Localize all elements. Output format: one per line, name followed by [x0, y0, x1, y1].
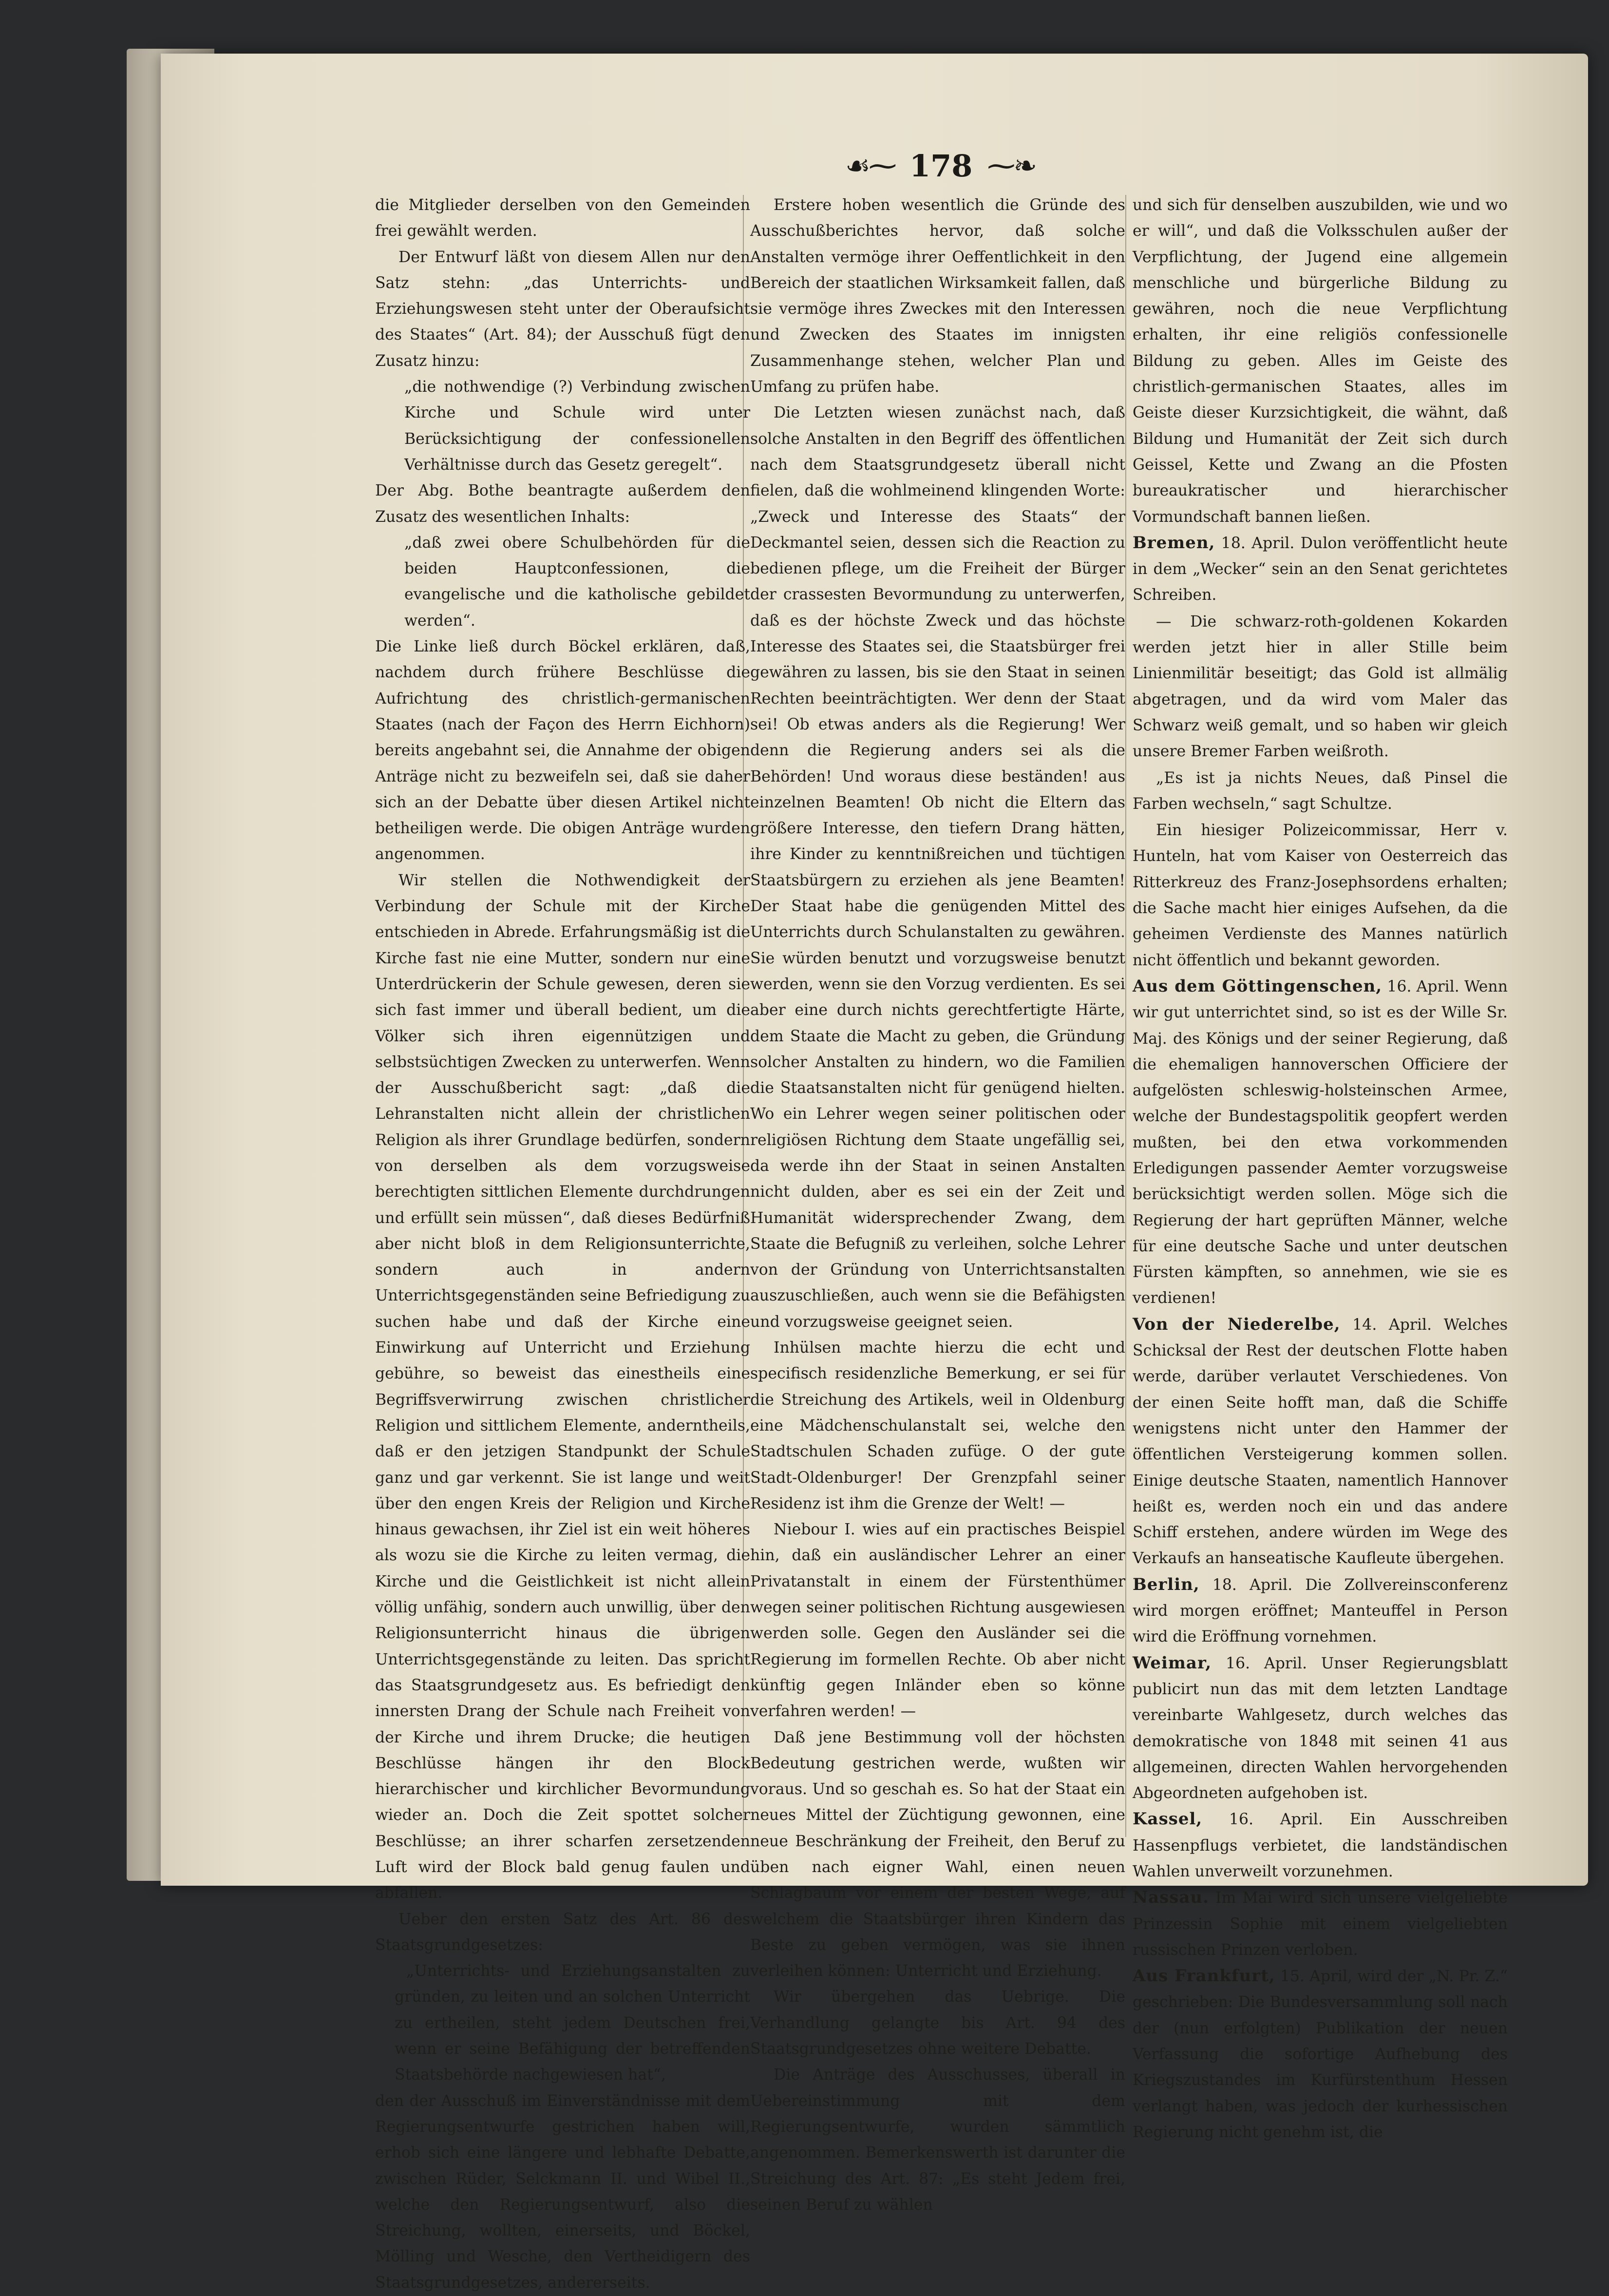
news-text: Ein hiesiger Polizeicommissar, Herr v. Hunteln, hat vom Kaiser von Oesterreich das Ritterkreuz des Franz-Josephsordens erhalten; die Sache macht hier einiges Aufsehen, da die geheimen Verdienste des Mannes natürlich nicht öffentlich und bekannt geworden.: [1133, 822, 1508, 969]
paragraph: Inhülsen machte hierzu die echt und speciﬁsch residenzliche Bemerkung, er sei für die Streichung des Artikels, weil in Oldenburg eine Mädchenschulanstalt sei, welche den Stadtschulen Schaden zufüge. O der gute Stadt-Oldenburger! Der Grenzpfahl seiner Residenz ist ihm die Grenze der Welt! —: [750, 1339, 1125, 1512]
news-text: 16. April. Ein Ausschreiben Hassenpflugs verbietet, die landständischen Wahlen unverweilt vorzunehmen.: [1133, 1811, 1508, 1880]
news-item: [1133, 1963, 1508, 2145]
paragraph: und sich für denselben auszubilden, wie und wo er will“, und daß die Volksschulen außer der Verpflichtung, der Jugend eine allgemein menschliche und bürgerliche Bildung zu gewähren, noch die neue Verpflichtung erhalten, ihr eine religiös confessionelle Bildung zu geben. Alles im Geiste des christlich-germanischen Staates, alles im Geiste dieser Kurzsichtigkeit, die wähnt, daß Bildung und Humanität der Zeit sich durch Geissel, Kette und Zwang an die Pfosten bureaukratischer und hierarchischer Vormundschaft bannen ließen.: [1133, 196, 1508, 526]
paragraph: Die Letzten wiesen zunächst nach, daß solche Anstalten in den Begriff des öffentlichen nach dem Staatsgrundgesetz überall nicht fielen, daß die wohlmeinend klingenden Worte: „Zweck und Interesse des Staats“ der Deckmantel seien, dessen sich die Reaction zu bedienen pflege, um die Freiheit der Bürger der crassesten Bevormundung zu unterwerfen, daß es der höchste Zweck und das höchste Interesse des Staates sei, die Staatsbürger frei gewähren zu lassen, bis sie den Staat in seinen Rechten beeinträchtigten. Wer denn der Staat sei! Ob etwas anders als die Regierung! Wer denn die Regierung anders sei als die Behörden! Und woraus diese beständen! aus einzelnen Beamten! Ob nicht die Eltern das größere Interesse, den tiefern Drang hätten, ihre Kinder zu kenntnißreichen und tüchtigen Staatsbürgern zu erziehen als jene Beamten! Der Staat habe die genügenden Mittel des Unterrichts durch Schulanstalten zu gewähren. Sie würden benutzt und vorzugsweise benutzt werden, wenn sie den Vorzug verdienten. Es sei aber eine durch nichts gerechtfertigte Härte, dem Staate die Macht zu geben, die Gründung solcher Anstalten zu hindern, wo die Familien die Staatsanstalten nicht für genügend hielten. Wo ein Lehrer wegen seiner politischen oder religiösen Richtung dem Staate ungefällig sei, da werde ihn der Staat in seinen Anstalten nicht dulden, aber es sei ein der Zeit und Humanität widersprechender Zwang, dem Staate die Befugniß zu verleihen, solche Lehrer von der Gründung von Unterrichtsanstalten auszuschließen, auch wenn sie die Befähigsten und vorzugsweise geeignet seien.: [750, 404, 1125, 1331]
news-text: 14. April. Welches Schicksal der Rest der deutschen Flotte haben werde, darüber verlautet Verschiedenes. Von der einen Seite hofft man, daß die Schiffe wenigstens nicht unter den Hammer der öffentlichen Versteigerung kommen sollen. Einige deutsche Staaten, namentlich Hannover heißt es, werden noch ein und das andere Schiff erstehen, andere würden im Wege des Verkaufs an hanseatische Kaufleute übergehen.: [1133, 1316, 1508, 1568]
paragraph: Wir stellen die Nothwendigkeit der Verbindung der Schule mit der Kirche entschieden in Abrede. Erfahrungsmäßig ist die Kirche fast nie eine Mutter, sondern nur eine Unterdrückerin der Schule gewesen, deren sie sich fast immer und überall bedient, um die Völker sich ihren eigennützigen und selbstsüchtigen Zwecken zu unterwerfen. Wenn der Ausschußbericht sagt: „daß die Lehranstalten nicht allein der christlichen Religion als ihrer Grundlage bedürfen, sondern von derselben als dem vorzugsweise berechtigten sittlichen Elemente durchdrungen und erfüllt sein müssen“, daß dieses Bedürfniß aber nicht bloß in dem Religionsunterrichte, sondern auch in andern Unterrichtsgegenständen seine Befriedigung zu suchen habe und daß der Kirche eine Einwirkung auf Unterricht und Erziehung gebühre, so beweist das einestheils eine Begriffsverwirrung zwischen christlicher Religion und sittlichem Elemente, anderntheils, daß er den jetzigen Standpunkt der Schule ganz und gar verkennt. Sie ist lange und weit über den engen Kreis der Religion und Kirche hinaus gewachsen, ihr Ziel ist ein weit höheres als wozu sie die Kirche zu leiten vermag, die Kirche und die Geistlichkeit ist nicht allein völlig unfähig, sondern auch unwillig, über den Religionsunterricht hinaus die übrigen Unterrichtsgegenstände zu leiten. Das spricht das Staatsgrundgesetz aus. Es befriedigt den innersten Drang der Schule nach Freiheit von der Kirche und ihrem Drucke; die heutigen Beschlüsse hängen ihr den Block hierarchischer und kirchlicher Bevormundung wieder an. Doch die Zeit spottet solcher Beschlüsse; an ihrer scharfen zersetzenden Luft wird der Block bald genug faulen und abfallen.: [375, 871, 750, 1902]
news-text: „Es ist ja nichts Neues, daß Pinsel die Farben wechseln,“ sagt Schultze.: [1133, 769, 1508, 813]
news-item: [1133, 1650, 1508, 1807]
news-item: [1133, 530, 1508, 609]
page-number: 178: [909, 148, 973, 184]
paragraph: den der Ausschuß im Einverständnisse mit dem Regierungsentwurfe gestrichen haben will, erhob sich eine längere und lebhafte Debatte, zwischen Rüder, Selckmann II. und Wibel II., welche den Regierungsentwurf, also die Streichung, wollten, einerseits, und Böckel, Mölling und Wesche, den Vertheidigern des Staatsgrundgesetzes, andererseits.: [375, 2092, 750, 2292]
paragraph: Daß jene Bestimmung voll der höchsten Bedeutung gestrichen werde, wußten wir voraus. Und so geschah es. So hat der Staat ein neues Mittel der Züchtigung gewonnen, eine neue Beschränkung der Freiheit, den Beruf zu üben nach eigner Wahl, einen neuen Schlagbaum vor einem der besten Wege, auf welchem die Staatsbürger ihren Kindern das Beste zu geben vermögen, was sie ihnen verleihen können: Unterricht und Erziehung.: [750, 1728, 1125, 1980]
column-rule: [1125, 195, 1126, 1837]
news-item: [1133, 609, 1508, 765]
quotation: „daß zwei obere Schulbehörden für die beiden Hauptconfessionen, die evangelische und die katholische gebildet werden“.: [404, 534, 750, 630]
column-2: [750, 192, 1125, 2214]
paragraph: Niebour I. wies auf ein practisches Beispiel hin, daß ein ausländischer Lehrer an einer Privatanstalt in einem der Fürstenthümer wegen seiner politischen Richtung ausgewiesen werden solle. Gegen den Ausländer sei die Regierung im formellen Rechte. Ob aber nicht künftig gegen Inländer eben so könne verfahren werden! —: [750, 1521, 1125, 1721]
paragraph: Ueber den ersten Satz des Art. 86 des Staatsgrundgesetzes:: [375, 1910, 750, 1954]
ornament-left-icon: ☙⁓: [845, 149, 895, 182]
news-text: 16. April. Wenn wir gut unterrichtet sind, so ist es der Wille Sr. Maj. des Königs und der seiner Regierung, daß die ehemaligen hannoverschen Officiere der aufgelösten schleswig-holsteinschen Armee, welche der Bundestagspolitik geopfert werden mußten, bei den etwa vorkommenden Erledigungen passender Aemter vorzugsweise berücksichtigt werden sollen. Möge sich die Regierung der hart geprüften Männer, welche für eine deutsche Sache und unter deutschen Fürsten kämpften, so annehmen, wie sie es verdienen!: [1133, 977, 1508, 1307]
paragraph: Die Anträge des Ausschusses, überall in Uebereinstimmung mit dem Regierungsentwurfe, wurden sämmtlich angenommen. Bemerkenswerth ist darunter die Streichung des Art. 87: „Es steht Jedem frei, seinen Beruf zu wählen: [750, 2066, 1125, 2214]
paragraph: Erstere hoben wesentlich die Gründe des Ausschußberichtes hervor, daß solche Anstalten vermöge ihrer Oeffentlichkeit in den Bereich der staatlichen Wirksamkeit fallen, daß sie vermöge ihres Zweckes mit den Interessen und Zwecken des Staates im innigsten Zusammenhange stehen, welcher Plan und Umfang zu prüfen habe.: [750, 196, 1125, 396]
news-item: [1133, 765, 1508, 818]
dateline: Bremen,: [1133, 533, 1215, 553]
page-header: [838, 144, 1042, 188]
paragraph: Wir übergehen das Uebrige. Die Verhandlung gelangte bis Art. 94 des Staatsgrundgesetzes ohne weitere Debatte.: [750, 1988, 1125, 2058]
news-item: [1133, 817, 1508, 974]
news-text: 18. April. Dulon veröffentlicht heute in dem „Wecker“ sein an den Senat gerichtetes Schreiben.: [1133, 534, 1508, 604]
dateline: Kassel,: [1133, 1809, 1203, 1829]
column-3: [1133, 192, 1508, 2141]
dateline: Weimar,: [1133, 1653, 1212, 1673]
ornament-right-icon: ⁓❧: [987, 149, 1036, 182]
paragraph: die Mitglieder derselben von den Gemeinden frei gewählt werden.: [375, 196, 750, 240]
news-item: [1133, 974, 1508, 1312]
paragraph: Der Abg. Bothe beantragte außerdem den Zusatz des wesentlichen Inhalts:: [375, 482, 750, 526]
dateline: Aus dem Göttingenschen,: [1133, 976, 1382, 996]
news-item: [1133, 1885, 1508, 1963]
dateline: Nassau.: [1133, 1888, 1209, 1908]
quotation: „die nothwendige (?) Verbindung zwischen Kirche und Schule wird unter Berücksichtigung der confessionellen Verhältnisse durch das Gesetz geregelt“.: [404, 378, 750, 474]
quotation: „Unterrichts- und Erziehungsanstalten zu gründen, zu leiten und an solchen Unterricht zu ertheilen, steht jedem Deutschen frei, wenn er seine Befähigung der betreffenden Staatsbehörde nachgewiesen hat“,: [395, 1962, 750, 2084]
news-text: 18. April. Die Zollvereinsconferenz wird morgen eröffnet; Manteuffel in Person wird die Eröffnung vornehmen.: [1133, 1576, 1508, 1646]
paragraph: Die Linke ließ durch Böckel erklären, daß, nachdem durch frühere Beschlüsse die Aufrichtung des christlich-germanischen Staates (nach der Façon des Herrn Eichhorn) bereits angebahnt sei, die Annahme der obigen Anträge nicht zu bezweifeln sei, daß sie daher sich an der Debatte über diesen Artikel nicht betheiligen werde. Die obigen Anträge wurden angenommen.: [375, 638, 750, 863]
news-item: [1133, 1312, 1508, 1572]
dateline: Von der Niederelbe,: [1133, 1314, 1341, 1334]
news-text: Im Mai wird sich unsere vielgeliebte Prinzessin Sophie mit einem vielgeliebten russischen Prinzen verloben.: [1133, 1889, 1508, 1959]
news-item: [1133, 1572, 1508, 1650]
news-item: [1133, 1806, 1508, 1885]
news-text: — Die schwarz-roth-goldenen Kokarden werden jetzt hier in aller Stille beim Linienmilitär beseitigt; das Gold ist allmälig abgetragen, und da wird vom Maler das Schwarz weiß gemalt, und so haben wir gleich unsere Bremer Farben weißroth.: [1133, 612, 1508, 761]
paragraph: Der Entwurf läßt von diesem Allen nur den Satz stehn: „das Unterrichts- und Erziehungswesen steht unter der Oberaufsicht des Staates“ (Art. 84); der Ausschuß fügt den Zusatz hinzu:: [375, 248, 750, 370]
dateline: Berlin,: [1133, 1574, 1200, 1594]
news-text: 15. April, wird der „N. Pr. Z.“ geschrieben: Die Bundesversammlung soll nach der (nun erfolgten) Publikation der neuen Verfassung die sofortige Aufhebung des Kriegszustandes im Kurfürstenthum Hessen verlangt haben, was jedoch der kurhessischen Regierung nicht genehm ist, die: [1133, 1968, 1508, 2141]
news-text: 16. April. Unser Regierungsblatt publicirt nun das mit dem letzten Landtage vereinbarte Wahlgesetz, durch welches das demokratische von 1848 mit seinen 41 aus allgemeinen, directen Wahlen hervorgehenden Abgeordneten aufgehoben ist.: [1133, 1654, 1508, 1802]
column-1: [375, 192, 750, 2292]
dateline: Aus Frankfurt,: [1133, 1966, 1275, 1986]
